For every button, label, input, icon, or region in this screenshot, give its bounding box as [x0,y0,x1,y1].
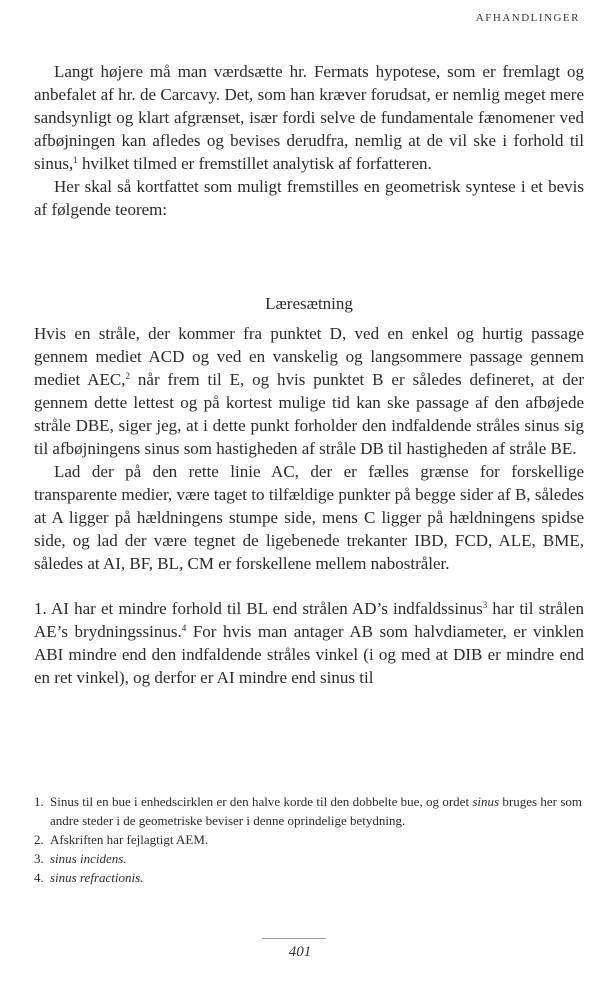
theorem-section [34,322,584,689]
theorem-statement: Hvis en stråle, der kommer fra punktet D, ved en enkel og hurtig passage gennem mediet ACD og ved en vanskelig og langsommere passage gennem mediet AEC,$^2$ når frem til E, og hvis punktet B er således defineret, at der gennem dette lettest og på kortest mulige tid kan ske passage af den afbøjede stråle DBE, siger jeg, at i dette punkt forholder den indfaldende stråles sinus sig til afbøjningens sinus som hastigheden af stråle DB til hastigheden af stråle BE. [34,324,584,458]
footnote-4: 4. sinus refractionis. [34,870,144,885]
footnote-3: 3. sinus incidens. [34,851,127,866]
footnote-2: 2. Afskriften har fejlagtigt AEM. [34,832,209,847]
footnote-1: 1. Sinus til en bue i enhedscirklen er den halve korde til den dobbelte bue, og ordet sinus bruges her som andre steder i de geometriske beviser i denne oprindelige betydning. [34,794,582,828]
theorem-paragraph-3: 1. AI har et mindre forhold til BL end strålen AD’s indfaldssinus$^3$ har til strålen AE’s brydningssinus.$^4$ For hvis man antager AB som halvdiameter, er vinklen ABI mindre end den indfaldende stråles vinkel (i og med at DIB er mindre end en ret vinkel), og derfor er AI mindre end sinus til [34,599,584,687]
footnote-ref-3[interactable]: 3 [482,600,488,610]
page-number: 401 [288,944,312,960]
intro-paragraph-2: Her skal så kortfattet som muligt fremstilles en geometrisk syntese i et bevis af følgende teorem: [34,177,584,219]
running-head: AFHANDLINGER [475,12,580,24]
footnote-ref-2[interactable]: 2 [125,371,130,381]
footnotes [34,792,582,887]
page-number-rule [262,938,326,939]
theorem-paragraph-2: Lad der på den rette linie AC, der er fælles grænse for forskellige transparente medier, være taget to tilfældige punkter på begge sider af B, således at A ligger på hældningens stumpe side, mens C ligger på hældningens spidse side, og lad der være tegnet de ligebenede trekanter IBD, FCD, ALE, BME, således at AI, BF, BL, CM er forskellene mellem nabostråler. [34,462,584,573]
intro-section [34,60,584,221]
footnote-ref-1[interactable]: 1 [73,155,78,165]
theorem-heading: Læresætning [265,294,353,313]
intro-paragraph-1: Langt højere må man værdsætte hr. Fermats hypotese, som er fremlagt og anbefalet af hr. de Carcavy. Det, som han kræver forudsat, er nemlig meget mere sandsynligt og klart afgrænset, især fordi selve de fundamentale fænomener ved afbøjningen kan afledes og bevises derudfra, nemlig at de vil ske i forhold til sinus,$^1$ hvilket tilmed er fremstillet analytisk af forfatteren. [34,62,584,173]
footnote-ref-4[interactable]: 4 [181,623,187,633]
